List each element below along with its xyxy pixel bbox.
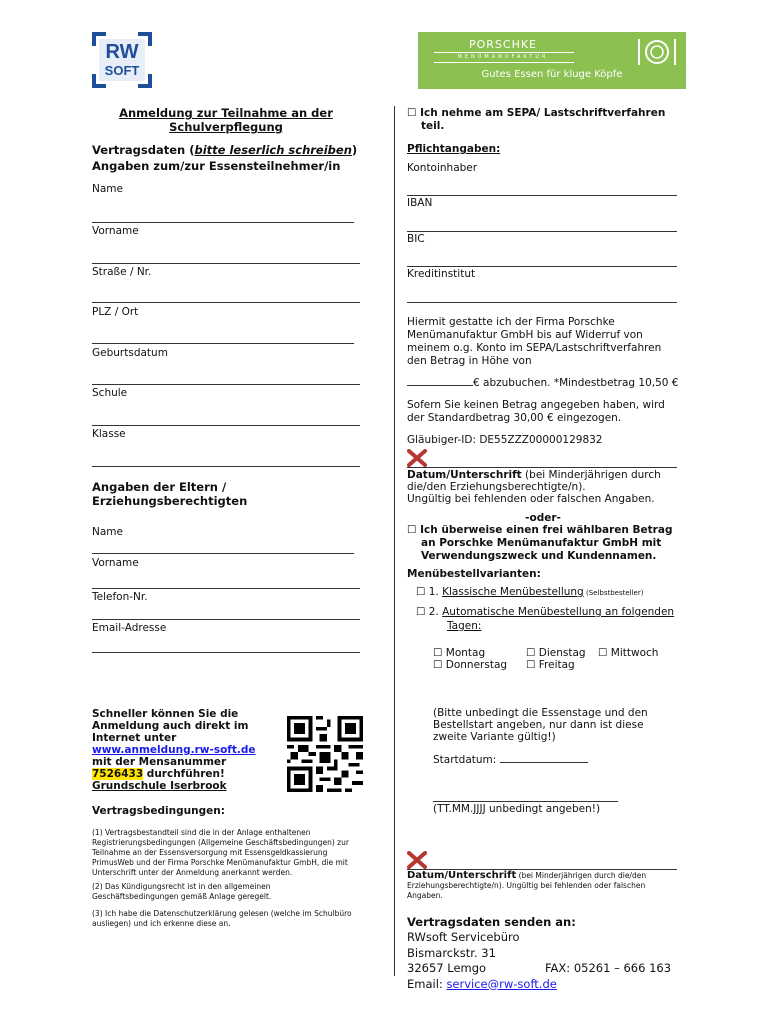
parent-label-vorname: Vorname: [92, 557, 139, 569]
signature-line-sepa[interactable]: [407, 467, 677, 468]
input-amount[interactable]: [407, 376, 473, 386]
or-separator: -oder-: [525, 512, 561, 524]
transfer-checkbox[interactable]: ☐: [407, 524, 417, 536]
input-vorname[interactable]: [92, 263, 360, 264]
participant-heading: Angaben zum/zur Essensteilnehmer/in: [92, 159, 341, 173]
day-friday[interactable]: ☐ Freitag: [526, 659, 575, 671]
amount-line: € abzubuchen. *Mindestbetrag 10,50 €: [407, 376, 679, 389]
label-bank: Kreditinstitut: [407, 268, 476, 280]
input-phone[interactable]: [92, 619, 360, 620]
svg-text:SOFT: SOFT: [104, 63, 140, 78]
monday-checkbox[interactable]: ☐: [433, 647, 443, 659]
input-name[interactable]: [92, 222, 354, 223]
send-address: RWsoft Servicebüro Bismarckstr. 31 32657 Lemgo FAX: 05261 – 666 163 Email: service@rw-soft.de: [407, 930, 672, 991]
rwsoft-logo: [92, 32, 152, 88]
option-automatic[interactable]: ☐ 2. Automatische Menübestellung an folgenden Tagen:: [416, 606, 675, 632]
input-start-date[interactable]: [500, 753, 588, 763]
menu-variants-heading: Menübestellvarianten:: [407, 568, 541, 580]
signature-cross-icon-2: [407, 851, 427, 869]
signature-caption: Datum/Unterschrift (bei Minderjährigen durch die/den Erziehungsberechtigte/n).: [407, 469, 661, 493]
term-2: (2) Das Kündigungsrecht ist in den allgemeinen Geschäftsbedingungen gemäß Anlage geregelt.: [92, 882, 272, 901]
fax-number: FAX: 05261 – 666 163: [545, 961, 672, 975]
start-date: Startdatum:: [433, 753, 588, 766]
date-format-note: (TT.MM.JJJJ unbedingt angeben!): [433, 803, 601, 815]
registration-link[interactable]: www.anmeldung.rw-soft.de: [92, 744, 256, 756]
signature-cross-icon: [407, 449, 427, 467]
porschke-name: PORSCHKE: [468, 38, 538, 51]
parents-heading-2: Erziehungsberechtigten: [92, 494, 248, 508]
day-thursday[interactable]: ☐ Donnerstag: [433, 659, 508, 671]
day-tuesday[interactable]: ☐ Dienstag: [526, 647, 586, 659]
input-iban[interactable]: [407, 231, 677, 232]
parent-label-email: Email-Adresse: [92, 622, 167, 634]
day-wednesday[interactable]: ☐ Mittwoch: [598, 647, 659, 659]
tuesday-checkbox[interactable]: ☐: [526, 647, 536, 659]
input-account-holder[interactable]: [407, 195, 677, 196]
input-email[interactable]: [92, 652, 360, 653]
plate-cutlery-icon: [633, 36, 681, 68]
thursday-checkbox[interactable]: ☐: [433, 659, 443, 671]
field-label-birthdate: Geburtsdatum: [92, 347, 168, 359]
signature-caption-2: Datum/Unterschrift (bei Minderjährigen durch die/den Erziehungsberechtigte/n). Ungültig bei fehlenden oder falschen Angaben.: [407, 870, 647, 900]
input-plz[interactable]: [92, 343, 354, 344]
parent-label-phone: Telefon-Nr.: [92, 591, 148, 603]
field-label-vorname: Vorname: [92, 225, 139, 237]
input-school[interactable]: [92, 425, 360, 426]
mandate-text: Hiermit gestatte ich der Firma Porschke Menümanufaktur GmbH bis auf Widerruf von meinem o.g. Konto im SEPA/Lastschriftverfahren den Betrag in Höhe von: [407, 316, 662, 367]
label-account-holder: Kontoinhaber: [407, 162, 478, 174]
input-bank[interactable]: [407, 302, 677, 303]
day-monday[interactable]: ☐ Montag: [433, 647, 486, 659]
porschke-sub: MENÜMANUFAKTUR: [457, 54, 549, 60]
input-bic[interactable]: [407, 266, 677, 267]
field-label-plz: PLZ / Ort: [92, 306, 139, 318]
field-label-name: Name: [92, 183, 123, 195]
creditor-id: Gläubiger-ID: DE55ZZZ00000129832: [407, 434, 603, 446]
field-label-class: Klasse: [92, 428, 126, 440]
input-street[interactable]: [92, 302, 360, 303]
school-name: Grundschule Iserbrook: [92, 780, 227, 792]
form-title: Anmeldung zur Teilnahme an der Schulverpflegung: [119, 106, 333, 134]
field-label-school: Schule: [92, 387, 128, 399]
input-class[interactable]: [92, 466, 360, 467]
automatic-checkbox[interactable]: ☐: [416, 606, 426, 618]
terms-heading: Vertragsbedingungen:: [92, 805, 225, 817]
parent-label-name: Name: [92, 526, 123, 538]
qr-code: [285, 716, 365, 792]
input-birthdate[interactable]: [92, 384, 360, 385]
sepa-checkbox[interactable]: ☐: [407, 107, 417, 119]
classic-checkbox[interactable]: ☐: [416, 586, 426, 598]
label-bic: BIC: [407, 233, 425, 245]
svg-text:RW: RW: [105, 41, 139, 63]
porschke-banner: [418, 32, 686, 89]
email-link[interactable]: service@rw-soft.de: [446, 976, 557, 991]
days-note: (Bitte unbedingt die Essenstage und den Bestellstart angeben, nur dann ist diese zweite Variante gültig!): [433, 707, 648, 743]
option-classic[interactable]: ☐ 1. Klassische Menübestellung (Selbstbesteller): [416, 586, 644, 598]
send-heading: Vertragsdaten senden an:: [407, 915, 576, 929]
standard-amount-text: Sofern Sie keinen Betrag angegeben haben, wird der Standardbetrag 30,00 € eingezogen.: [407, 399, 665, 424]
contract-data-line: Vertragsdaten (bitte leserlich schreiben): [92, 143, 358, 157]
sepa-option[interactable]: ☐ Ich nehme am SEPA/ Lastschriftverfahren teil.: [407, 107, 666, 132]
label-iban: IBAN: [407, 197, 433, 209]
column-divider: [394, 106, 395, 976]
mensa-number: 7526433: [92, 768, 144, 780]
term-3: (3) Ich habe die Datenschutzerklärung gelesen (welche im Schulbüro ausliegen) und ich erkenne diese an.: [92, 909, 352, 928]
input-parent-name[interactable]: [92, 553, 354, 554]
transfer-option[interactable]: ☐ Ich überweise einen frei wählbaren Betrag an Porschke Menümanufaktur GmbH mit Verwendungszweck und Kundennamen.: [407, 524, 673, 562]
term-1: (1) Vertragsbestandteil sind die in der Anlage enthaltenen Registrierungsbedingungen (Allgemeine Geschäftsbedingungen) zur Teilnahme an der Essensversorgung mit Essensgeldkassierung PrimusWeb und der Firma Porschke Menümanufaktur GmbH, die mit Unterschrift unter der Anmeldung anerkannt werden.: [92, 828, 349, 877]
online-registration: Schneller können Sie die Anmeldung auch direkt im Internet unter www.anmeldung.rw-soft.de mit der Mensanummer 7526433 durchführen! Grundschule Iserbrook: [92, 708, 277, 792]
input-date-line[interactable]: [433, 801, 618, 802]
wednesday-checkbox[interactable]: ☐: [598, 647, 608, 659]
required-heading: Pflichtangaben:: [407, 143, 501, 155]
parents-heading-1: Angaben der Eltern /: [92, 480, 227, 494]
signature-invalid-note: Ungültig bei fehlenden oder falschen Angaben.: [407, 493, 655, 505]
field-label-street: Straße / Nr.: [92, 266, 152, 278]
friday-checkbox[interactable]: ☐: [526, 659, 536, 671]
input-parent-vorname[interactable]: [92, 588, 360, 589]
slogan: Gutes Essen für kluge Köpfe: [481, 69, 623, 80]
